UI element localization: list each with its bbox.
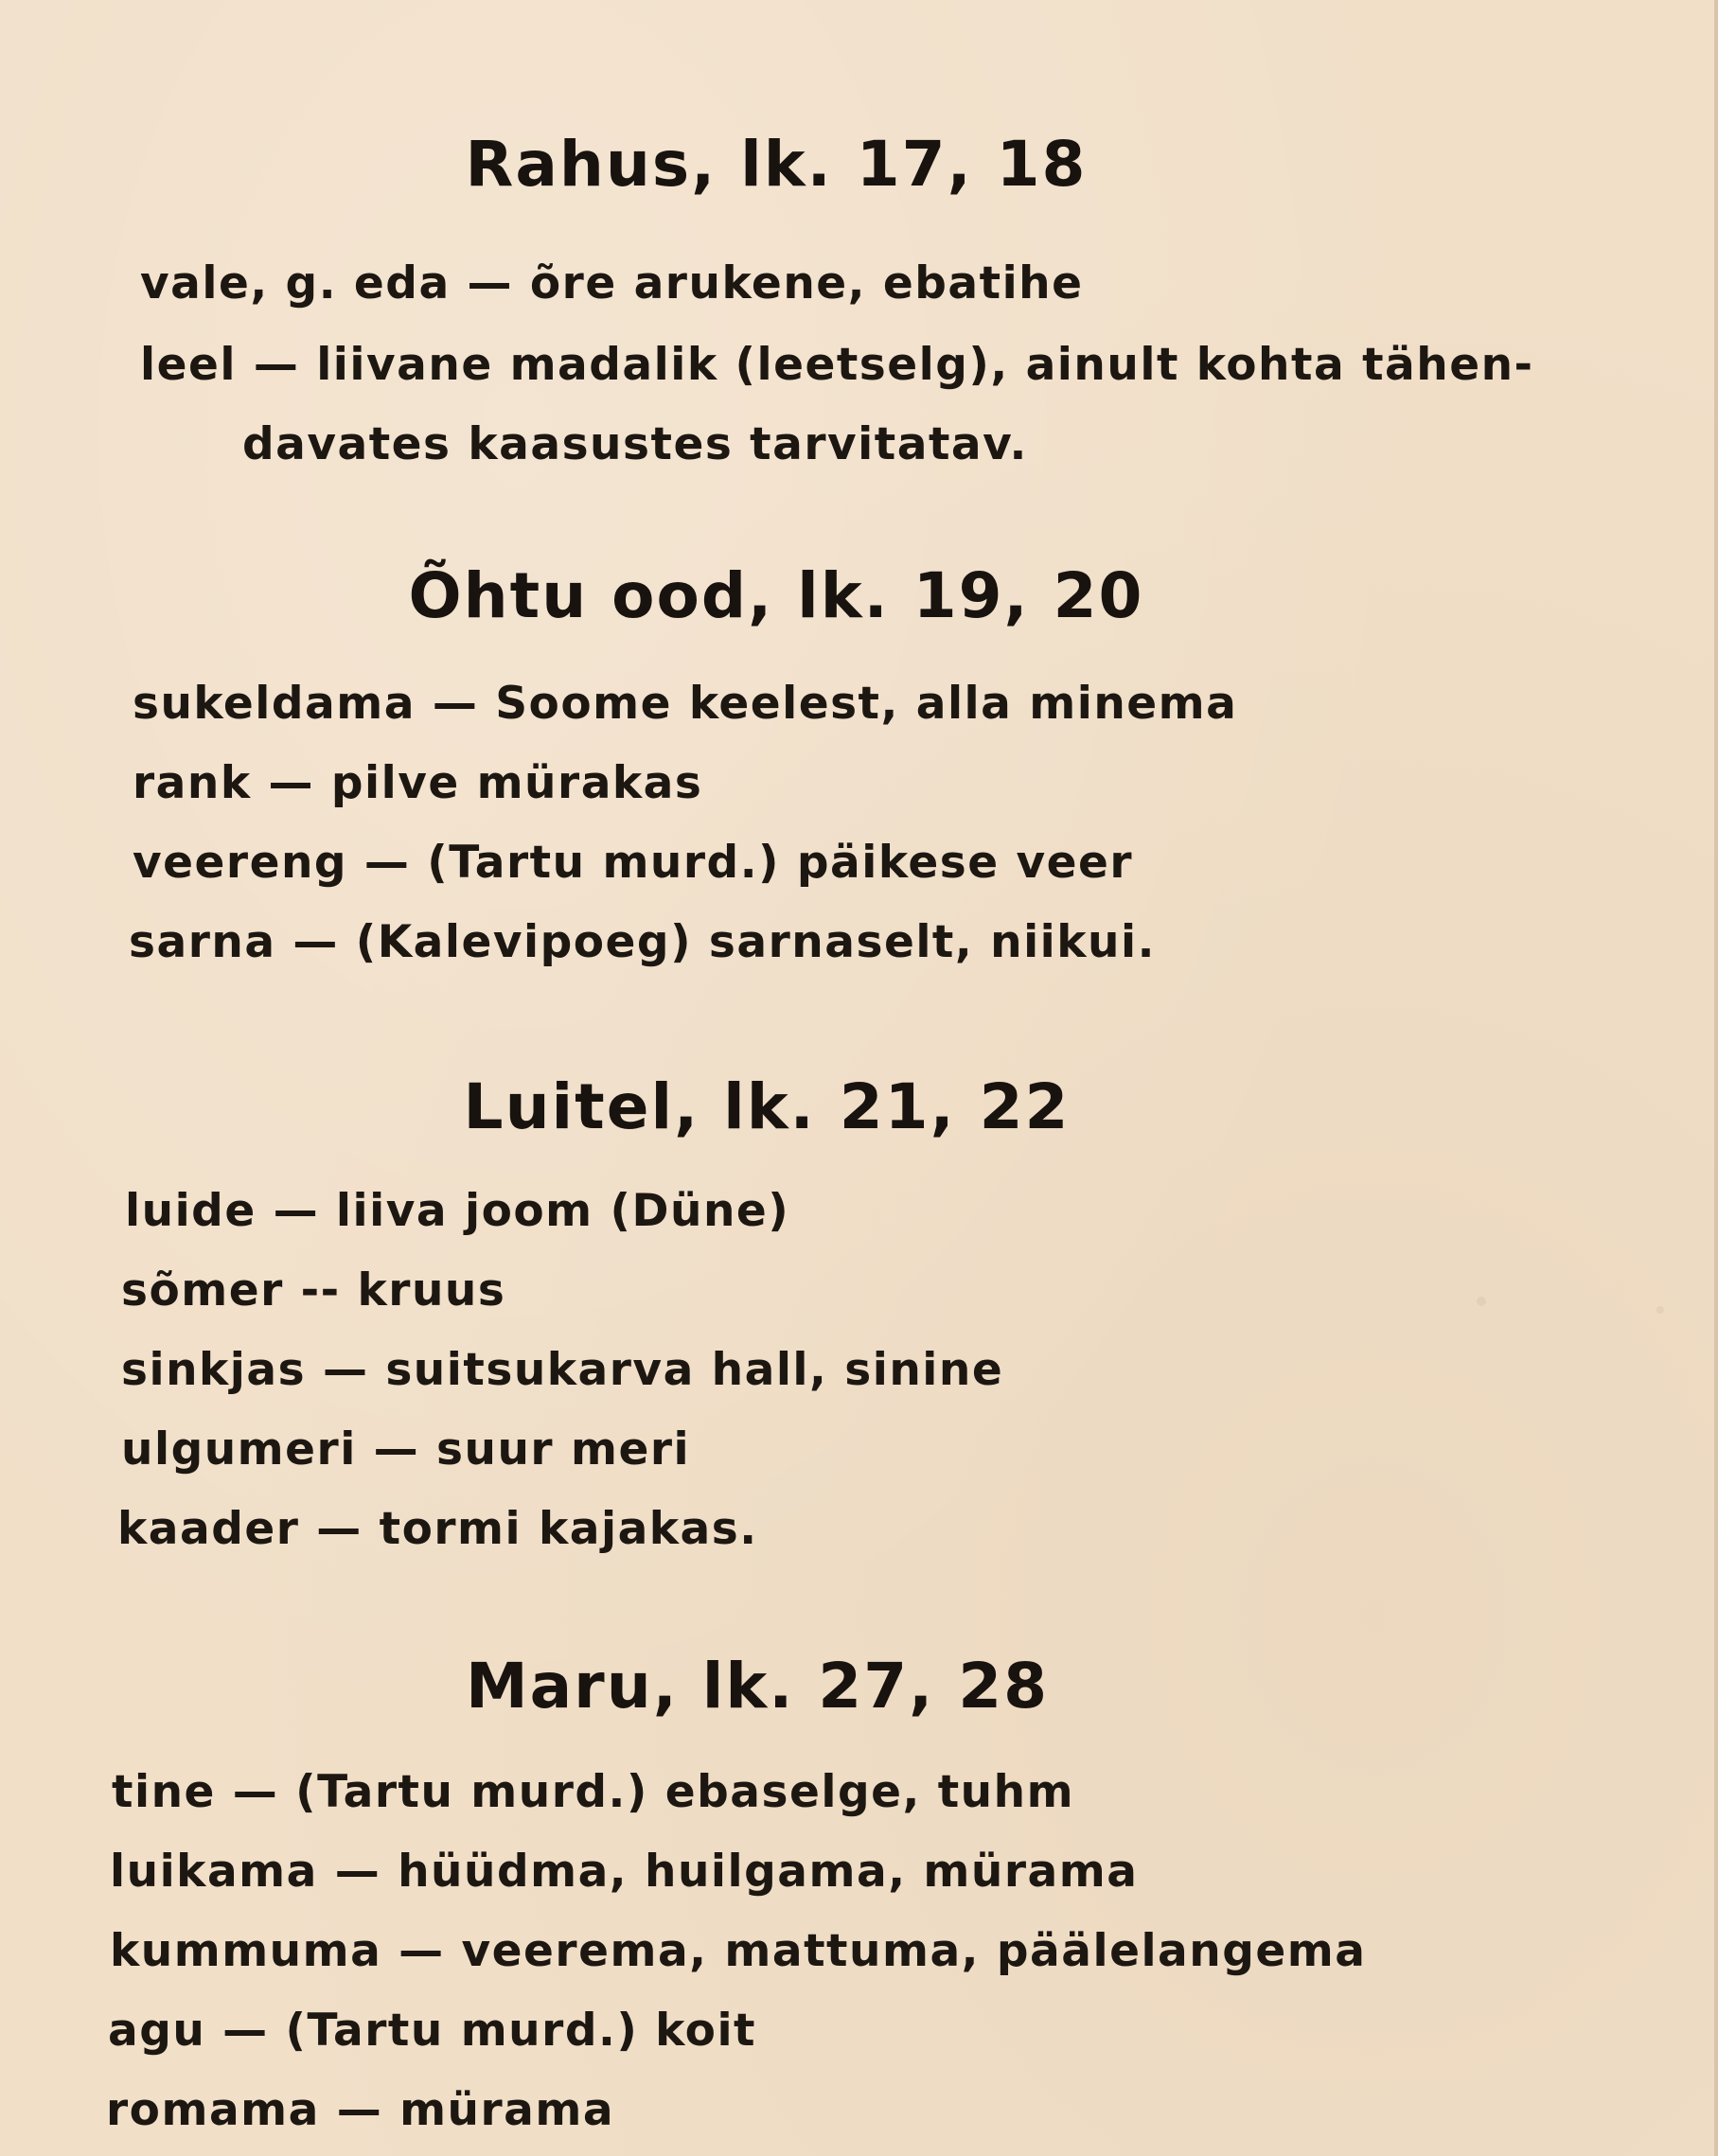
entry-text: rank — pilve mürakas [133,757,703,809]
glossary-entry [121,1342,1003,1399]
glossary-entry [112,1764,1074,1821]
glossary-entry [110,1844,1138,1900]
paper-stain [1477,1297,1486,1306]
section-heading-luitel: Luitel, lk. 21, 22 [463,1070,1071,1143]
section-heading-rahus: Rahus, lk. 17, 18 [465,128,1088,201]
glossary-entry [121,1422,690,1478]
entry-continuation: davates kaasustes tarvitatav. [242,418,1028,470]
entry-text: luikama — hüüdma, huilgama, mürama [110,1846,1139,1898]
entry-text: luide — liiva joom (Düne) [125,1185,790,1237]
entry-text: sarna — (Kalevipoeg) sarnaselt, niikui. [129,916,1156,968]
glossary-entry [121,1263,505,1319]
glossary-entry [125,1183,789,1240]
entry-text: kaader — tormi kajakas. [117,1503,758,1555]
section-heading-maru: Maru, lk. 27, 28 [465,1650,1050,1723]
entry-text: romama — mürama [106,2084,615,2136]
glossary-entry [133,835,1133,892]
entry-text: leel — liivane madalik (leetselg), ainult kohta tähen- [140,339,1534,391]
glossary-entry [108,2003,756,2059]
glossary-entry [106,2082,614,2139]
paper-stain [1656,1306,1664,1314]
entry-text: sukeldama — Soome keelest, alla minema [133,678,1238,730]
glossary-entry [140,256,1084,312]
glossary-entry [110,1923,1366,1980]
page-edge [1714,0,1718,2156]
entry-text: tine — (Tartu murd.) ebaselge, tuhm [112,1766,1075,1818]
glossary-entry [117,1501,758,1558]
entry-text: agu — (Tartu murd.) koit [108,2005,757,2057]
glossary-entry [133,755,702,812]
entry-text: sõmer -- kruus [121,1264,506,1317]
section-heading-ohtu-ood: Õhtu ood, lk. 19, 20 [408,559,1144,632]
entry-text: sinkjas — suitsukarva hall, sinine [121,1344,1004,1396]
glossary-entry [133,676,1237,733]
glossary-entry [140,337,1534,473]
glossary-entry [129,914,1156,971]
entry-text: ulgumeri — suur meri [121,1423,691,1476]
entry-text: veereng — (Tartu murd.) päikese veer [133,837,1134,889]
entry-text: kummuma — veerema, mattuma, päälelangema [110,1925,1367,1977]
entry-text: vale, g. eda — õre arukene, ebatihe [140,257,1084,309]
